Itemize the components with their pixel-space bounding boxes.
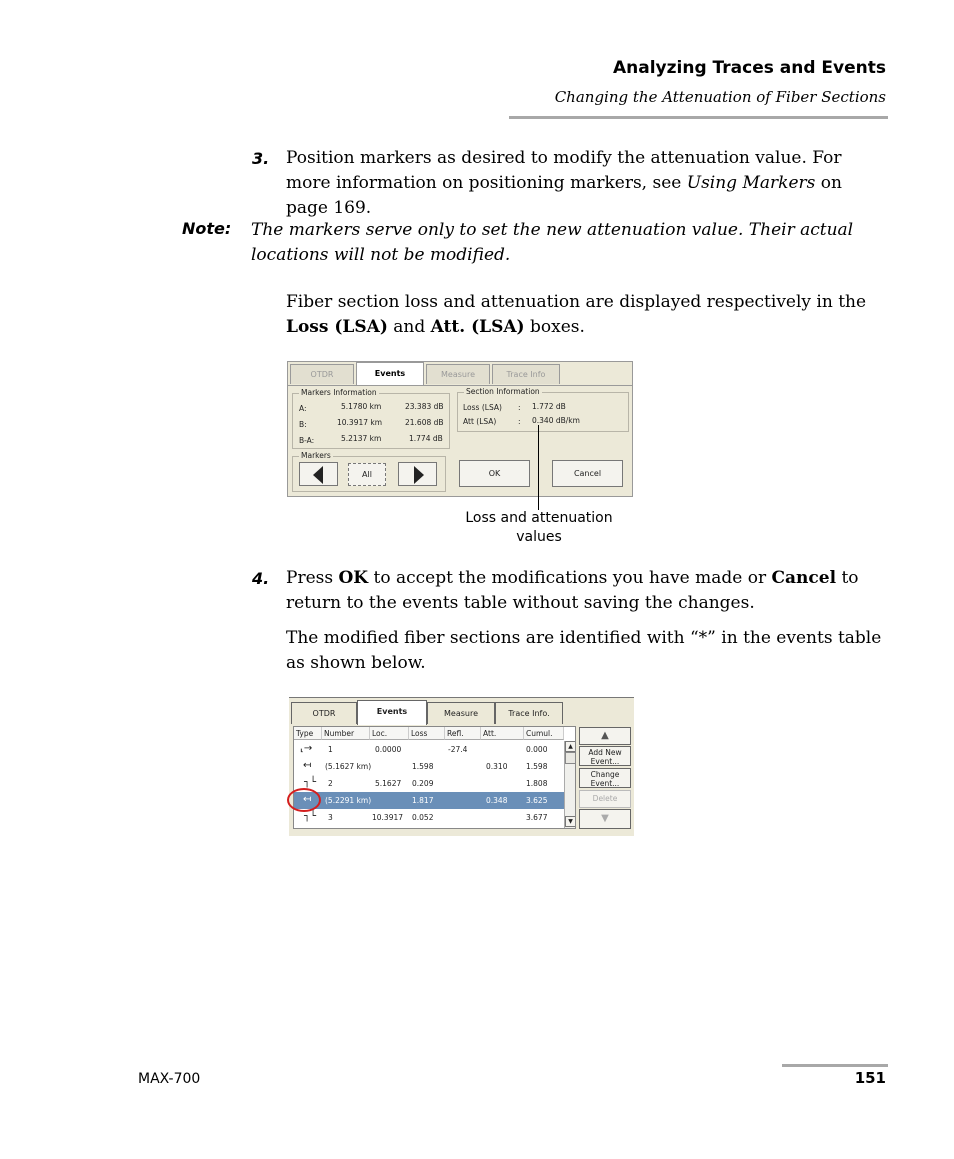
tab-baseline xyxy=(288,385,632,386)
tab-events[interactable]: Events xyxy=(356,362,424,386)
marker-a-distance: 5.1780 km xyxy=(341,402,382,411)
table-row[interactable] xyxy=(294,775,564,792)
marker-b-db: 21.608 dB xyxy=(405,418,444,427)
page-number: 151 xyxy=(854,1069,886,1087)
marker-right-button[interactable] xyxy=(398,462,437,486)
step-4-a: Press xyxy=(286,568,339,588)
cancel-term: Cancel xyxy=(771,568,837,588)
footer-rule xyxy=(782,1064,888,1067)
col-type[interactable]: Type xyxy=(294,727,322,740)
change-line2: Event... xyxy=(590,779,620,788)
row-cumul: 3.625 xyxy=(526,796,548,805)
delete-button[interactable]: Delete xyxy=(579,790,631,808)
loss-lsa-sep: : xyxy=(518,403,521,412)
fiber-section-icon: ↤ xyxy=(303,760,312,771)
row-cumul: 3.677 xyxy=(526,813,548,822)
step-3-text xyxy=(286,146,886,221)
running-header-title: Analyzing Traces and Events xyxy=(612,58,886,78)
att-lsa-label: Att (LSA) xyxy=(463,417,497,426)
row-number: 2 xyxy=(328,779,333,788)
arrow-up-icon: ▲ xyxy=(601,730,609,741)
marker-ba-label: B-A: xyxy=(299,436,315,445)
att-lsa-value: 0.340 dB/km xyxy=(532,416,580,425)
scroll-thumb[interactable] xyxy=(565,752,576,764)
tab-otdr-2[interactable]: OTDR xyxy=(291,702,357,724)
change-event-button[interactable] xyxy=(579,768,631,788)
row-refl: -27.4 xyxy=(448,745,468,754)
markers-group xyxy=(292,451,446,492)
row-loc: 5.1627 xyxy=(375,779,402,788)
running-header-subtitle: Changing the Attenuation of Fiber Sections xyxy=(554,88,886,106)
section-information-group xyxy=(457,387,629,432)
step-4-text xyxy=(286,566,886,616)
highlight-circle xyxy=(287,788,321,812)
ok-term: OK xyxy=(338,568,369,588)
row-loss: 1.598 xyxy=(412,762,434,771)
splice-event-icon: ┐└ xyxy=(304,777,317,788)
callout-line xyxy=(538,425,539,510)
modified-section-icon: ↤ xyxy=(303,794,312,805)
markers-information-legend: Markers Information xyxy=(301,388,377,397)
table-scrollbar[interactable] xyxy=(564,741,576,828)
row-number: (5.2291 km) xyxy=(325,796,372,805)
ok-button[interactable]: OK xyxy=(459,460,530,487)
change-line1: Change xyxy=(590,770,620,779)
markers-screen xyxy=(287,361,633,497)
step-3-text-b: on page 169. xyxy=(286,173,842,218)
scroll-up-icon[interactable]: ▲ xyxy=(565,741,576,752)
note-text: The markers serve only to set the new attenuation value. Their actual locations will not be modified. xyxy=(251,220,854,265)
col-att[interactable]: Att. xyxy=(481,727,524,740)
table-row[interactable] xyxy=(294,809,564,826)
row-cumul: 1.808 xyxy=(526,779,548,788)
add-new-line2: Event... xyxy=(590,757,620,766)
step-4-c: to return to the events table without saving the changes. xyxy=(286,568,859,613)
row-att: 0.310 xyxy=(486,762,508,771)
using-markers-link[interactable]: Using Markers xyxy=(686,173,816,193)
tab-events-2[interactable]: Events xyxy=(357,700,427,725)
col-refl[interactable]: Refl. xyxy=(445,727,481,740)
tab-otdr[interactable]: OTDR xyxy=(290,364,354,384)
markers-legend: Markers xyxy=(301,451,331,460)
row-loss: 0.052 xyxy=(412,813,434,822)
att-lsa-sep: : xyxy=(518,417,521,426)
marker-a-db: 23.383 dB xyxy=(405,402,444,411)
col-loss[interactable]: Loss xyxy=(409,727,445,740)
markers-information-group xyxy=(292,388,450,449)
section-information-legend: Section Information xyxy=(466,387,540,396)
marker-left-button[interactable] xyxy=(299,462,338,486)
para1-c: boxes. xyxy=(524,317,585,337)
modified-sections-paragraph: The modified fiber sections are identified with “*” in the events table as shown below. xyxy=(286,628,882,673)
tab-measure-2[interactable]: Measure xyxy=(427,702,495,724)
marker-b-distance: 10.3917 km xyxy=(337,418,383,427)
scroll-down-icon[interactable]: ▼ xyxy=(565,816,576,827)
start-event-icon: ⸤→ xyxy=(300,743,313,754)
col-cumul[interactable]: Cumul. xyxy=(524,727,564,740)
att-lsa-term: Att. (LSA) xyxy=(430,317,525,337)
loss-att-paragraph xyxy=(286,290,886,340)
row-loss: 0.209 xyxy=(412,779,434,788)
header-rule xyxy=(509,116,888,119)
row-number: (5.1627 km) xyxy=(325,762,372,771)
arrow-right-icon xyxy=(414,466,424,484)
cancel-button[interactable]: Cancel xyxy=(552,460,623,487)
step-4-number: 4. xyxy=(252,569,270,588)
events-table xyxy=(293,726,576,829)
loss-lsa-term: Loss (LSA) xyxy=(286,317,388,337)
table-row-selected[interactable] xyxy=(294,792,564,809)
loss-lsa-label: Loss (LSA) xyxy=(463,403,502,412)
marker-ba-db: 1.774 dB xyxy=(409,434,443,443)
step-4-b: to accept the modifications you have made or xyxy=(368,568,772,588)
footer-product: MAX-700 xyxy=(138,1071,201,1087)
note-label: Note: xyxy=(182,219,232,238)
arrow-left-icon xyxy=(313,466,323,484)
row-att: 0.348 xyxy=(486,796,508,805)
col-loc[interactable]: Loc. xyxy=(370,727,409,740)
col-number[interactable]: Number xyxy=(322,727,370,740)
step-3-text-a: Position markers as desired to modify the attenuation value. For more information on positioning markers, see xyxy=(286,148,842,193)
para1-a: Fiber section loss and attenuation are displayed respectively in the xyxy=(286,292,867,312)
row-number: 3 xyxy=(328,813,333,822)
row-cumul: 1.598 xyxy=(526,762,548,771)
tab-measure[interactable]: Measure xyxy=(426,364,490,384)
row-loc: 10.3917 xyxy=(372,813,404,822)
events-table-screen xyxy=(289,697,634,836)
splice-event-icon: ┐└ xyxy=(304,811,317,822)
row-loc: 0.0000 xyxy=(375,745,402,754)
arrow-down-icon: ▼ xyxy=(601,813,609,824)
marker-ba-distance: 5.2137 km xyxy=(341,434,382,443)
row-cumul: 0.000 xyxy=(526,745,548,754)
tab-trace-info-2[interactable]: Trace Info. xyxy=(495,702,563,724)
table-row[interactable] xyxy=(294,758,564,775)
callout-label: Loss and attenuation values xyxy=(465,510,613,545)
move-up-button[interactable] xyxy=(579,727,631,745)
add-new-event-button[interactable] xyxy=(579,746,631,766)
step-3-number: 3. xyxy=(252,149,270,168)
row-loss: 1.817 xyxy=(412,796,434,805)
row-number: 1 xyxy=(328,745,333,754)
move-down-button[interactable] xyxy=(579,809,631,829)
table-row[interactable] xyxy=(294,741,564,758)
para1-b: and xyxy=(387,317,431,337)
add-new-line1: Add New xyxy=(588,748,622,757)
marker-b-label: B: xyxy=(299,420,307,429)
tab-trace-info[interactable]: Trace Info xyxy=(492,364,560,384)
loss-lsa-value: 1.772 dB xyxy=(532,402,566,411)
marker-a-label: A: xyxy=(299,404,307,413)
marker-all-button[interactable]: All xyxy=(348,463,386,486)
